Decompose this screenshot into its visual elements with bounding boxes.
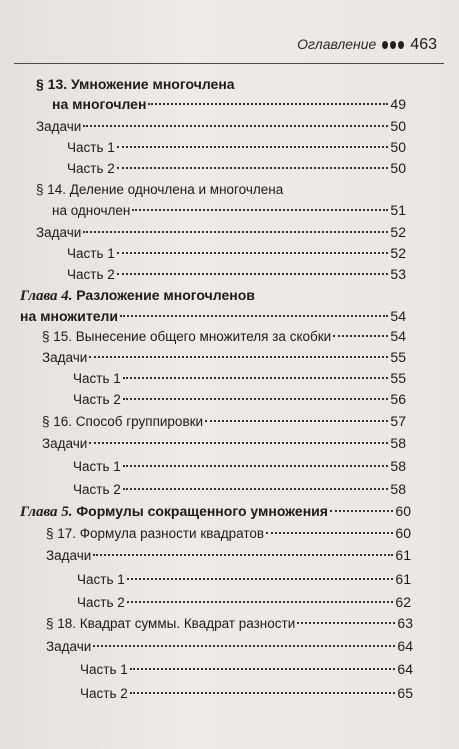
toc-page-number: 58: [390, 435, 406, 451]
leader-dots: [205, 420, 388, 422]
leader-dots: [333, 335, 388, 337]
toc-entry-s13-tasks[interactable]: [36, 116, 406, 137]
toc-page-number: 60: [395, 525, 411, 541]
toc-page-number: 54: [390, 328, 406, 344]
toc-entry-s18-part2[interactable]: [80, 683, 413, 704]
toc-page-number: 51: [390, 202, 406, 218]
toc-page-number: 58: [390, 481, 406, 497]
leader-dots: [127, 601, 394, 603]
toc-entry-s13-part1[interactable]: [67, 137, 406, 158]
toc-entry-s15-part1[interactable]: [73, 368, 406, 389]
toc-page-number: 63: [397, 615, 413, 631]
toc-page-number: 54: [390, 308, 406, 324]
leader-dots: [266, 532, 393, 534]
running-head: [297, 36, 437, 54]
toc-page-number: 52: [390, 245, 406, 261]
toc-entry-s14-tasks[interactable]: [36, 222, 406, 243]
toc-entry-s17-part1[interactable]: [77, 569, 411, 590]
toc-entry-title: § 14. Деление одночлена и многочлена: [36, 182, 284, 197]
toc-entry-title: Часть 2: [73, 392, 121, 407]
chapter-label: Глава 5.: [20, 504, 73, 520]
leader-dots: [130, 668, 396, 670]
toc-entry-s14-part1[interactable]: [67, 243, 406, 264]
toc-entry-s18[interactable]: [46, 613, 413, 634]
leader-dots: [117, 252, 389, 254]
leader-dots: [120, 315, 388, 317]
toc-entry-title: Часть 2: [67, 267, 115, 282]
toc-page-number: 65: [397, 685, 413, 701]
leader-dots: [123, 377, 389, 379]
chapter-label: Глава 4.: [20, 288, 73, 304]
toc-entry-title: Часть 1: [73, 371, 121, 386]
toc-entry-title: Задачи: [46, 639, 92, 654]
toc-page-number: 50: [390, 118, 406, 134]
toc-entry-s14[interactable]: [36, 180, 406, 221]
leader-dots: [117, 146, 389, 148]
toc-entry-title: Задачи: [42, 436, 88, 451]
toc-entry-title: § 17. Формула разности квадратов: [46, 526, 265, 541]
toc-chapter-5[interactable]: [20, 501, 411, 522]
toc-entry-s13-part2[interactable]: [67, 158, 406, 179]
running-head-title: Оглавление: [297, 36, 377, 52]
toc-page-number: 57: [390, 413, 406, 429]
leader-dots: [117, 167, 389, 169]
toc-page-number: 53: [390, 266, 406, 282]
toc-entry-s16-tasks[interactable]: [42, 433, 406, 454]
toc-entry-s17[interactable]: [46, 523, 411, 544]
chapter-title: Разложение многочленов: [76, 287, 255, 303]
toc-page-number: 64: [397, 661, 413, 677]
toc-entry-title: Часть 2: [73, 482, 121, 497]
toc-entry-s16-part2[interactable]: [73, 479, 406, 500]
toc-page-number: 56: [390, 391, 406, 407]
leader-dots: [297, 622, 395, 624]
toc-entry-title: Часть 2: [80, 686, 128, 701]
page-number: 463: [410, 36, 437, 53]
toc-entry-s17-part2[interactable]: [77, 592, 411, 613]
leader-dots: [93, 554, 393, 556]
toc-entry-s18-part1[interactable]: [80, 659, 413, 680]
toc-entry-s16-part1[interactable]: [73, 456, 406, 477]
leader-dots: [132, 209, 388, 211]
toc-entry-title: § 16. Способ группировки: [42, 414, 204, 429]
leader-dots: [123, 398, 389, 400]
chapter-title: Формулы сокращенного умножения: [76, 503, 328, 519]
toc-entry-title: Задачи: [42, 350, 88, 365]
toc-entry-title: § 13. Умножение многочлена: [36, 76, 235, 92]
toc-page-number: 52: [390, 224, 406, 240]
leader-dots: [130, 692, 396, 694]
toc-page-number: 50: [390, 139, 406, 155]
ornament-dots-icon: [382, 41, 404, 49]
toc-page-number: 61: [395, 571, 411, 587]
leader-dots: [330, 510, 393, 512]
leader-dots: [83, 231, 388, 233]
leader-dots: [148, 103, 388, 105]
toc-entry-title-cont: на одночлен: [52, 203, 131, 218]
toc-entry-s15-part2[interactable]: [73, 389, 406, 410]
toc-page-number: 61: [395, 547, 411, 563]
leader-dots: [127, 578, 394, 580]
toc-page-number: 55: [390, 370, 406, 386]
toc-page-number: 62: [395, 594, 411, 610]
toc-entry-title: § 18. Квадрат суммы. Квадрат разности: [46, 616, 296, 631]
toc-entry-s14-part2[interactable]: [67, 264, 406, 285]
toc-page-number: 64: [397, 638, 413, 654]
toc-page-number: 50: [390, 160, 406, 176]
toc-entry-s17-tasks[interactable]: [46, 545, 411, 566]
leader-dots: [123, 465, 389, 467]
leader-dots: [89, 356, 388, 358]
toc-entry-title: § 15. Вынесение общего множителя за скобки: [42, 329, 332, 344]
toc-entry-title: Часть 1: [80, 662, 128, 677]
toc-page-number: 60: [395, 503, 411, 519]
toc-entry-s15[interactable]: [42, 326, 406, 347]
toc-entry-title: Часть 1: [77, 572, 125, 587]
toc-entry-title: Часть 1: [73, 459, 121, 474]
toc-entry-title: Часть 1: [67, 140, 115, 155]
leader-dots: [93, 645, 395, 647]
leader-dots: [89, 442, 388, 444]
toc-entry-s15-tasks[interactable]: [42, 347, 406, 368]
toc-entry-s18-tasks[interactable]: [46, 636, 413, 657]
toc-chapter-4[interactable]: [20, 285, 406, 326]
toc-entry-title: Часть 2: [77, 595, 125, 610]
toc-entry-title: Часть 2: [67, 161, 115, 176]
toc-entry-title: Задачи: [36, 225, 82, 240]
header-rule: [14, 63, 444, 64]
toc-entry-s13[interactable]: [36, 74, 406, 114]
leader-dots: [117, 273, 389, 275]
leader-dots: [83, 125, 388, 127]
leader-dots: [123, 488, 389, 490]
toc-page-number: 49: [390, 96, 406, 112]
toc-entry-title-cont: на многочлен: [52, 96, 147, 112]
toc-entry-title: Часть 1: [67, 246, 115, 261]
toc-entry-title: Задачи: [46, 548, 92, 563]
toc-entry-title: Задачи: [36, 119, 82, 134]
toc-page-number: 55: [390, 349, 406, 365]
toc-entry-s16[interactable]: [42, 411, 406, 432]
chapter-title-cont: на множители: [20, 308, 118, 324]
toc-page-number: 58: [390, 458, 406, 474]
